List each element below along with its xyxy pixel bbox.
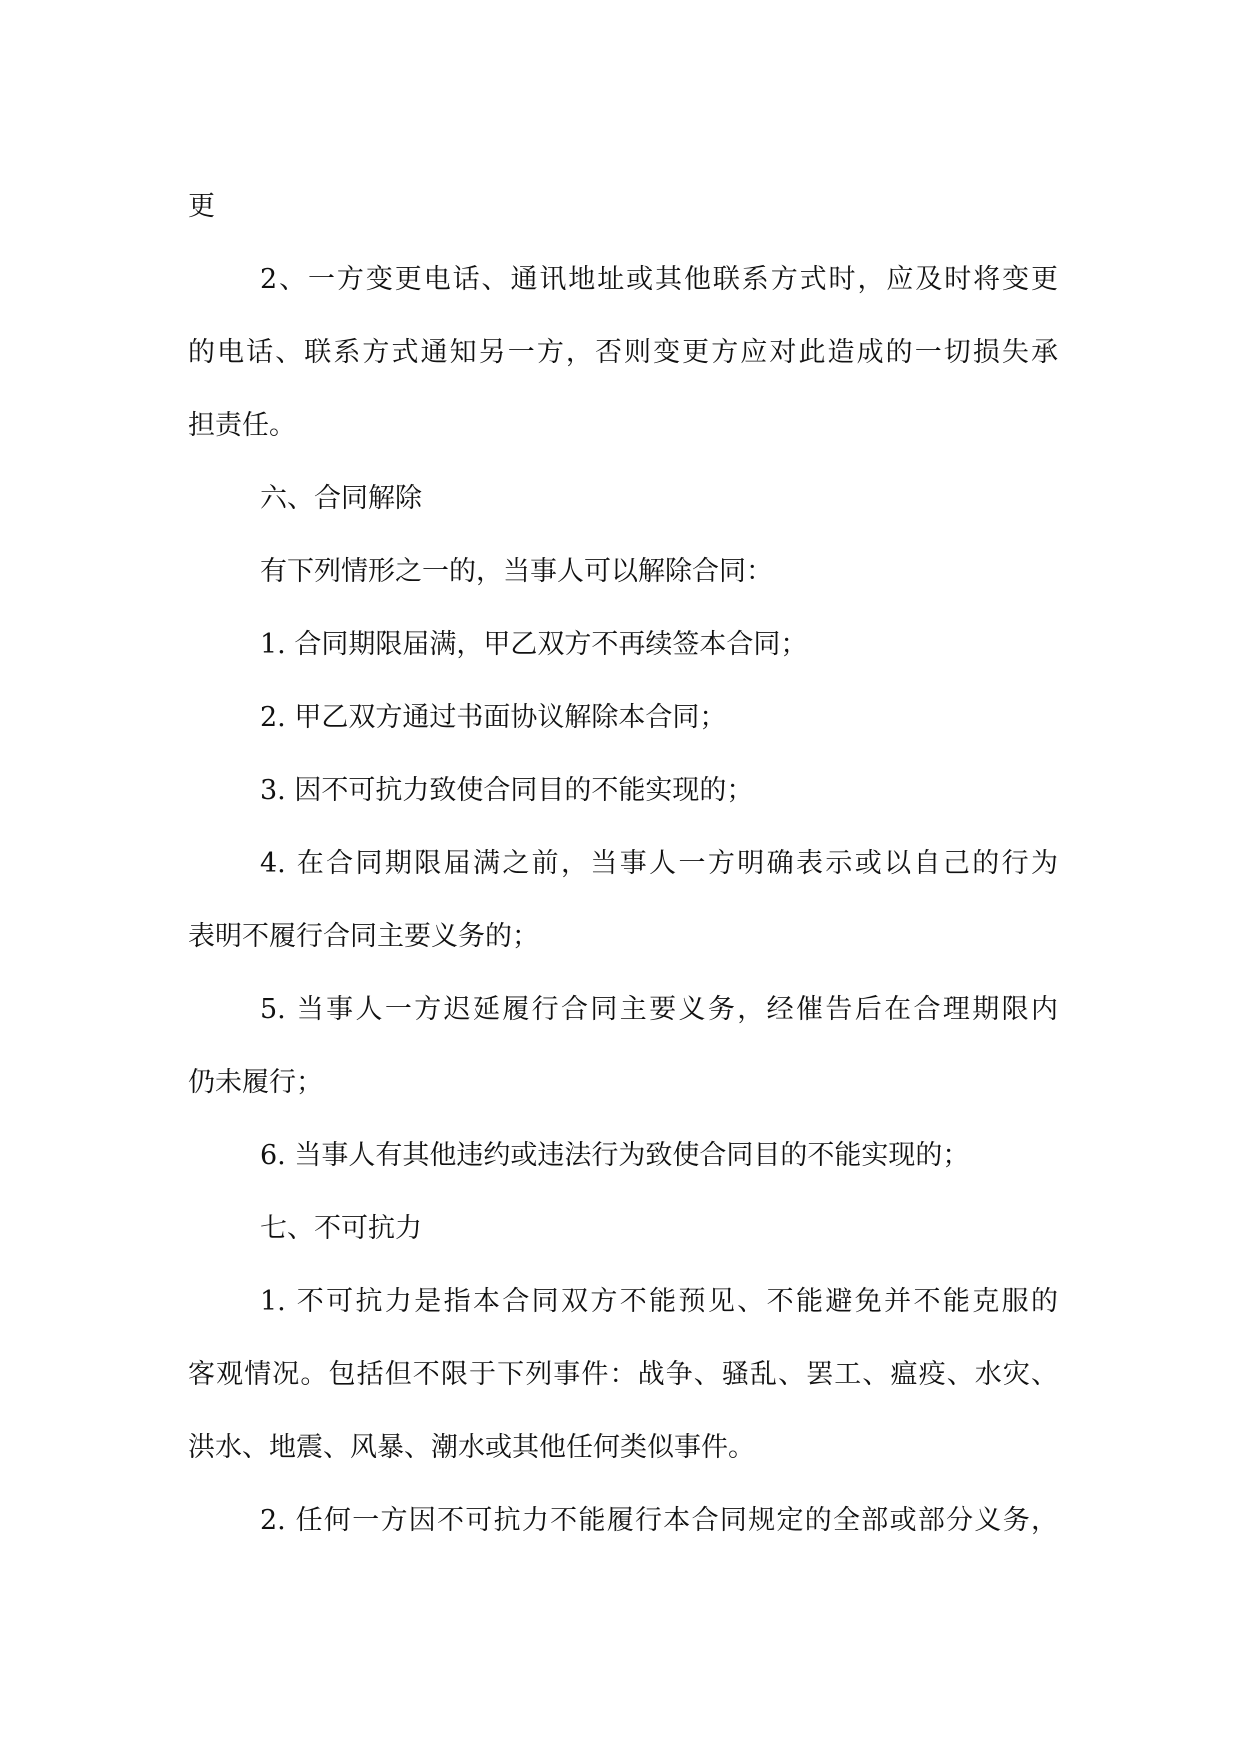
section-6-item-1: 1. 合同期限届满，甲乙双方不再续签本合同； <box>260 629 808 660</box>
section-6-item-3: 3. 因不可抗力致使合同目的不能实现的； <box>260 775 754 806</box>
section-6-item-5-line-2: 仍未履行； <box>188 1067 323 1098</box>
continuation-line: 更 <box>188 191 215 222</box>
section-7-item-1-line-3: 洪水、地震、风暴、潮水或其他任何类似事件。 <box>188 1432 755 1463</box>
section-6-heading: 六、合同解除 <box>260 483 422 514</box>
contract-text <box>188 170 1058 1557</box>
section-6-item-5-line-1: 5. 当事人一方迟延履行合同主要义务，经催告后在合理期限内 <box>260 994 1058 1025</box>
clause-5-2-line-3: 担责任。 <box>188 410 296 441</box>
section-6-intro: 有下列情形之一的，当事人可以解除合同： <box>260 556 773 587</box>
section-6-item-4-line-1: 4. 在合同期限届满之前，当事人一方明确表示或以自己的行为 <box>260 848 1058 879</box>
clause-5-2-line-2: 的电话、联系方式通知另一方，否则变更方应对此造成的一切损失承 <box>188 337 1058 368</box>
section-6-item-4-line-2: 表明不履行合同主要义务的； <box>188 921 539 952</box>
section-6-item-2: 2. 甲乙双方通过书面协议解除本合同； <box>260 702 727 733</box>
clause-5-2-line-1: 2、一方变更电话、通讯地址或其他联系方式时，应及时将变更 <box>260 264 1058 295</box>
section-7-item-1-line-1: 1. 不可抗力是指本合同双方不能预见、不能避免并不能克服的 <box>260 1286 1058 1317</box>
section-7-item-1-line-2: 客观情况。包括但不限于下列事件：战争、骚乱、罢工、瘟疫、水灾、 <box>188 1359 1058 1390</box>
section-7-item-2-line-1: 2. 任何一方因不可抗力不能履行本合同规定的全部或部分义务， <box>260 1505 1058 1536</box>
section-6-item-6: 6. 当事人有其他违约或违法行为致使合同目的不能实现的； <box>260 1140 970 1171</box>
section-7-heading: 七、不可抗力 <box>260 1213 422 1244</box>
